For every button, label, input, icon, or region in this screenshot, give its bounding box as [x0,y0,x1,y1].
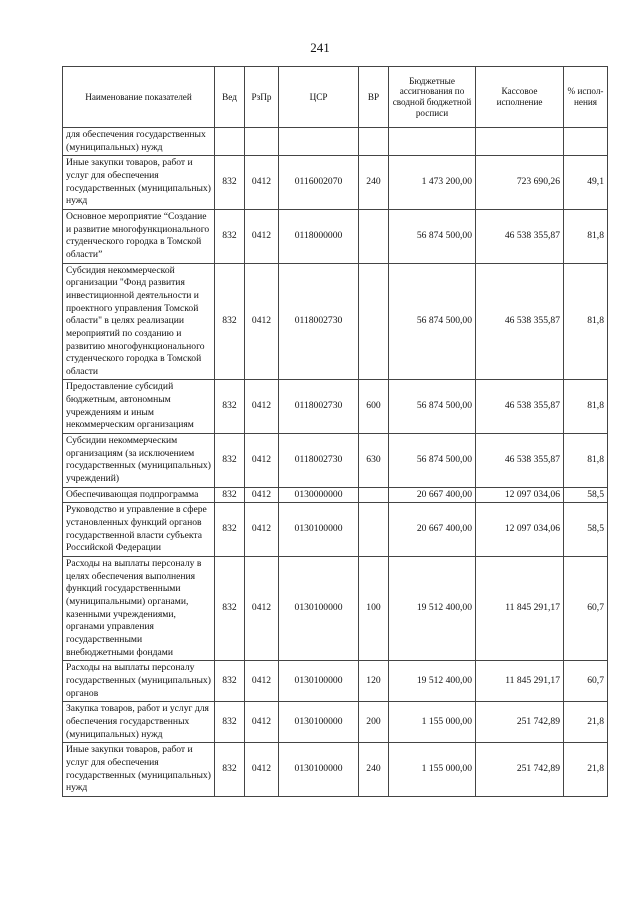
cell-ved: 832 [215,503,245,557]
table-row [63,128,608,156]
cell-percent: 21,8 [564,743,608,797]
cell-name: Основное мероприятие “Создание и развитие многофункционального студенческого городка в Томской области” [63,209,215,263]
cell-assignments: 20 667 400,00 [389,503,476,557]
table-row [63,434,608,488]
header-assignments: Бюджетные ассигнования по сводной бюджетной росписи [389,67,476,128]
cell-ved: 832 [215,743,245,797]
cell-percent: 81,8 [564,434,608,488]
header-rzpr: РзПр [245,67,279,128]
cell-percent: 58,5 [564,503,608,557]
cell-name: Руководство и управление в сфере установленных функций органов государственной власти субъекта Российской Федерации [63,503,215,557]
cell-execution: 46 538 355,87 [476,263,564,380]
cell-execution: 46 538 355,87 [476,380,564,434]
cell-ved: 832 [215,263,245,380]
cell-rzpr: 0412 [245,661,279,702]
cell-rzpr: 0412 [245,743,279,797]
cell-name: Расходы на выплаты персоналу в целях обеспечения выполнения функций государственными (муниципальными) органами, казенными учреждениями, органами управления государственными внебюджетными фондами [63,557,215,661]
cell-ved: 832 [215,209,245,263]
page-number: 241 [310,40,330,55]
table-row [63,743,608,797]
cell-execution: 11 845 291,17 [476,661,564,702]
table-row [63,661,608,702]
cell-name: Предоставление субсидий бюджетным, автономным учреждениям и иным некоммерческим организациям [63,380,215,434]
cell-name: Иные закупки товаров, работ и услуг для обеспечения государственных (муниципальных) нужд [63,743,215,797]
cell-ved: 832 [215,702,245,743]
cell-csr: 0130100000 [279,702,359,743]
cell-csr: 0118002730 [279,434,359,488]
cell-percent: 60,7 [564,661,608,702]
cell-vr: 100 [359,557,389,661]
cell-vr: 120 [359,661,389,702]
cell-ved: 832 [215,557,245,661]
cell-csr: 0118002730 [279,380,359,434]
cell-assignments [389,128,476,156]
cell-vr [359,487,389,503]
cell-execution: 46 538 355,87 [476,209,564,263]
cell-vr: 240 [359,156,389,210]
table-row [63,487,608,503]
cell-rzpr: 0412 [245,156,279,210]
cell-ved: 832 [215,487,245,503]
cell-execution: 251 742,89 [476,702,564,743]
table-row [63,503,608,557]
cell-rzpr [245,128,279,156]
table-row [63,702,608,743]
cell-vr: 240 [359,743,389,797]
cell-rzpr: 0412 [245,209,279,263]
cell-assignments: 56 874 500,00 [389,434,476,488]
header-percent: % испол-нения [564,67,608,128]
cell-percent [564,128,608,156]
cell-rzpr: 0412 [245,702,279,743]
cell-assignments: 19 512 400,00 [389,557,476,661]
cell-execution [476,128,564,156]
cell-assignments: 1 473 200,00 [389,156,476,210]
cell-name: Субсидия некоммерческой организации "Фонд развития инвестиционной деятельности и проектного управления Томской области" в целях реализации мероприятий по созданию и развитию многофункционального студенческого городка в Томской области [63,263,215,380]
table-row [63,156,608,210]
table-row [63,380,608,434]
table-row [63,557,608,661]
header-vr: ВР [359,67,389,128]
cell-csr: 0118002730 [279,263,359,380]
cell-rzpr: 0412 [245,434,279,488]
table-row [63,263,608,380]
header-name: Наименование показателей [63,67,215,128]
cell-assignments: 1 155 000,00 [389,702,476,743]
cell-execution: 12 097 034,06 [476,503,564,557]
cell-percent: 60,7 [564,557,608,661]
cell-name: для обеспечения государственных (муниципальных) нужд [63,128,215,156]
cell-vr: 200 [359,702,389,743]
header-ved: Вед [215,67,245,128]
cell-ved [215,128,245,156]
cell-assignments: 1 155 000,00 [389,743,476,797]
cell-execution: 723 690,26 [476,156,564,210]
cell-rzpr: 0412 [245,503,279,557]
cell-csr: 0116002070 [279,156,359,210]
cell-name: Закупка товаров, работ и услуг для обеспечения государственных (муниципальных) нужд [63,702,215,743]
cell-assignments: 56 874 500,00 [389,263,476,380]
cell-csr: 0130100000 [279,557,359,661]
budget-table [62,66,608,797]
cell-rzpr: 0412 [245,487,279,503]
cell-percent: 58,5 [564,487,608,503]
cell-percent: 81,8 [564,380,608,434]
cell-csr: 0130100000 [279,503,359,557]
cell-ved: 832 [215,380,245,434]
table-header-row [63,67,608,128]
cell-vr [359,128,389,156]
cell-rzpr: 0412 [245,380,279,434]
cell-percent: 49,1 [564,156,608,210]
cell-csr [279,128,359,156]
cell-percent: 21,8 [564,702,608,743]
cell-assignments: 56 874 500,00 [389,380,476,434]
cell-execution: 251 742,89 [476,743,564,797]
cell-name: Обеспечивающая подпрограмма [63,487,215,503]
cell-ved: 832 [215,434,245,488]
cell-rzpr: 0412 [245,557,279,661]
cell-ved: 832 [215,156,245,210]
cell-name: Расходы на выплаты персоналу государственных (муниципальных) органов [63,661,215,702]
cell-rzpr: 0412 [245,263,279,380]
cell-vr: 600 [359,380,389,434]
cell-execution: 46 538 355,87 [476,434,564,488]
table-body [63,128,608,797]
cell-name: Иные закупки товаров, работ и услуг для обеспечения государственных (муниципальных) нужд [63,156,215,210]
cell-csr: 0118000000 [279,209,359,263]
cell-csr: 0130000000 [279,487,359,503]
cell-vr: 630 [359,434,389,488]
cell-ved: 832 [215,661,245,702]
cell-assignments: 56 874 500,00 [389,209,476,263]
cell-csr: 0130100000 [279,743,359,797]
cell-percent: 81,8 [564,209,608,263]
cell-vr [359,503,389,557]
cell-percent: 81,8 [564,263,608,380]
cell-vr [359,263,389,380]
cell-assignments: 20 667 400,00 [389,487,476,503]
header-csr: ЦСР [279,67,359,128]
header-execution: Кассовое исполнение [476,67,564,128]
cell-execution: 11 845 291,17 [476,557,564,661]
cell-csr: 0130100000 [279,661,359,702]
cell-assignments: 19 512 400,00 [389,661,476,702]
cell-vr [359,209,389,263]
cell-name: Субсидии некоммерческим организациям (за исключением государственных (муниципальных) учреждений) [63,434,215,488]
cell-execution: 12 097 034,06 [476,487,564,503]
table-row [63,209,608,263]
